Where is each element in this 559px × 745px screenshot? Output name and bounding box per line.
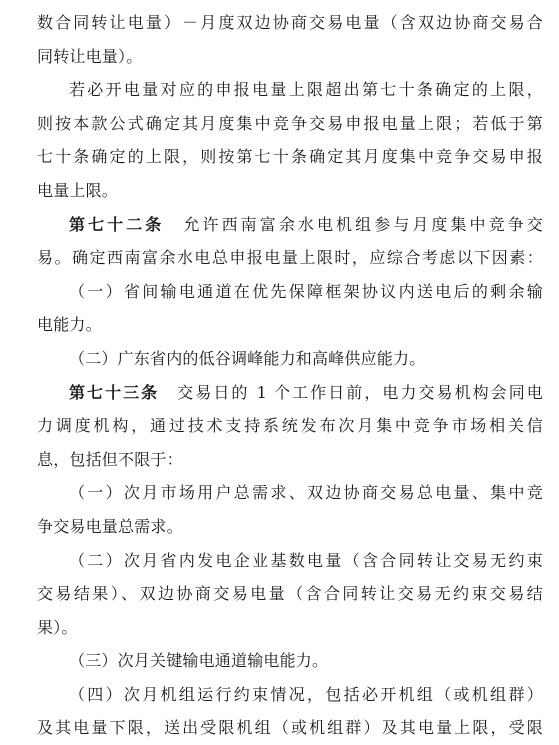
text-line: 电量上限。 <box>37 180 119 200</box>
text-line <box>37 376 543 410</box>
document-page <box>37 6 543 745</box>
text-line: 同转让电量）。 <box>37 46 143 66</box>
text-line: （二）次月省内发电企业基数电量（含合同转让交易无约束 <box>69 550 543 570</box>
text-line: 电能力。 <box>37 315 102 335</box>
article-text: 交易日的 1 个工作日前，电力交易机构会同电 <box>177 382 543 402</box>
list-item <box>37 476 543 543</box>
text-line: （一）次月市场用户总需求、双边协商交易总电量、集中竞 <box>69 483 543 503</box>
article-number: 第七十三条 <box>69 382 160 402</box>
text-line: 则按本款公式确定其月度集中竞争交易申报电量上限；若低于第 <box>37 113 543 133</box>
paragraph <box>37 6 543 73</box>
text-line: 争交易电量总需求。 <box>37 516 183 536</box>
article-number: 第七十二条 <box>69 214 165 234</box>
text-line: 力调度机构，通过技术支持系统发布次月集中竞争市场相关信 <box>37 416 543 436</box>
list-item <box>37 342 543 376</box>
text-line: 数合同转让电量）－月度双边协商交易电量（含双边协商交易合 <box>37 13 543 32</box>
paragraph <box>37 73 543 207</box>
list-item <box>37 644 543 678</box>
list-item <box>37 275 543 342</box>
text-line: 果）。 <box>37 617 78 637</box>
text-line: 交易结果）、双边协商交易电量（含合同转让交易无约束交易结 <box>37 584 543 604</box>
text-line: （二）广东省内的低谷调峰能力和高峰供应能力。 <box>69 348 426 368</box>
text-line: 易。确定西南富余水电总申报电量上限时，应综合考虑以下因素： <box>37 248 543 268</box>
text-line: 七十条确定的上限，则按第七十条确定其月度集中竞争交易申报 <box>37 147 543 167</box>
text-line: 及其电量下限，送出受限机组（或机组群）及其电量上限，受限 <box>37 718 543 738</box>
text-line: （一）省间输电通道在优先保障框架协议内送电后的剩余输 <box>69 281 543 301</box>
text-line: 若必开电量对应的申报电量上限超出第七十条确定的上限， <box>69 80 543 100</box>
article-paragraph <box>37 376 543 477</box>
text-line <box>37 208 543 242</box>
article-text: 允许西南富余水电机组参与月度集中竞争交 <box>183 214 543 234</box>
list-item <box>37 544 543 645</box>
text-line: （四）次月机组运行约束情况，包括必开机组（或机组群） <box>69 684 543 704</box>
article-paragraph <box>37 208 543 275</box>
text-line: 息，包括但不限于： <box>37 449 183 469</box>
text-line: （三）次月关键输电通道输电能力。 <box>69 651 329 671</box>
